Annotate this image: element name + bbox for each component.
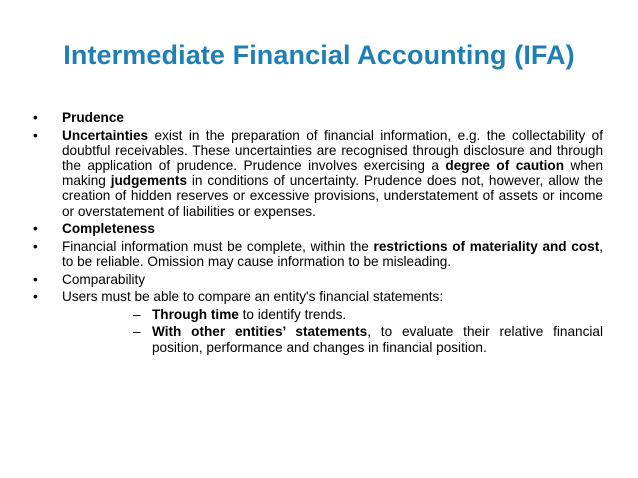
bullet-completeness: [33, 221, 603, 236]
bullet-marker: •: [33, 110, 38, 125]
bullet-uncertainties: [33, 128, 603, 219]
comparability-heading: Comparability: [62, 271, 146, 287]
bullet-marker: •: [33, 221, 38, 237]
bullet-users: [33, 289, 603, 304]
subitem-through-time: – Through time to identify trends.: [133, 306, 347, 322]
bullet-marker: •: [33, 271, 38, 287]
bullet-prudence: [33, 110, 603, 125]
bullet-marker: •: [33, 289, 38, 305]
dash-marker: –: [133, 324, 141, 340]
bullet-comparability: [33, 272, 603, 287]
prudence-heading: Prudence: [62, 110, 124, 125]
dash-marker: –: [133, 306, 141, 322]
financial-information-text: Financial information must be complete, within the restrictions of materiality and cost, to be reliable. Omission may cause information to be misleading.: [62, 238, 604, 269]
users-text: Users must be able to compare an entity's financial statements:: [62, 289, 444, 305]
slide-title: Intermediate Financial Accounting (IFA): [63, 40, 575, 70]
bullet-marker: •: [33, 238, 38, 254]
uncertainties-text: Uncertainties exist in the preparation of financial information, e.g. the collectability of doubtful receivables. These uncertainties are recognised through disclosure and through the application of prudence. Prudence involves exercising a degree of caution when making judgements in conditions of uncertainty. Prudence does not, however, allow the creation of hidden reserves or excessive provisions, understatement of assets or income or overstatement of liabilities or expenses.: [62, 127, 603, 219]
bullet-financial-information: [33, 239, 603, 269]
slide-content: [33, 110, 603, 357]
bullet-marker: •: [33, 127, 38, 143]
completeness-heading: Completeness: [62, 221, 155, 237]
subitem-other-entities: – With other entities’ statements, to evaluate their relative financial position, performance and changes in financial position.: [133, 324, 603, 355]
